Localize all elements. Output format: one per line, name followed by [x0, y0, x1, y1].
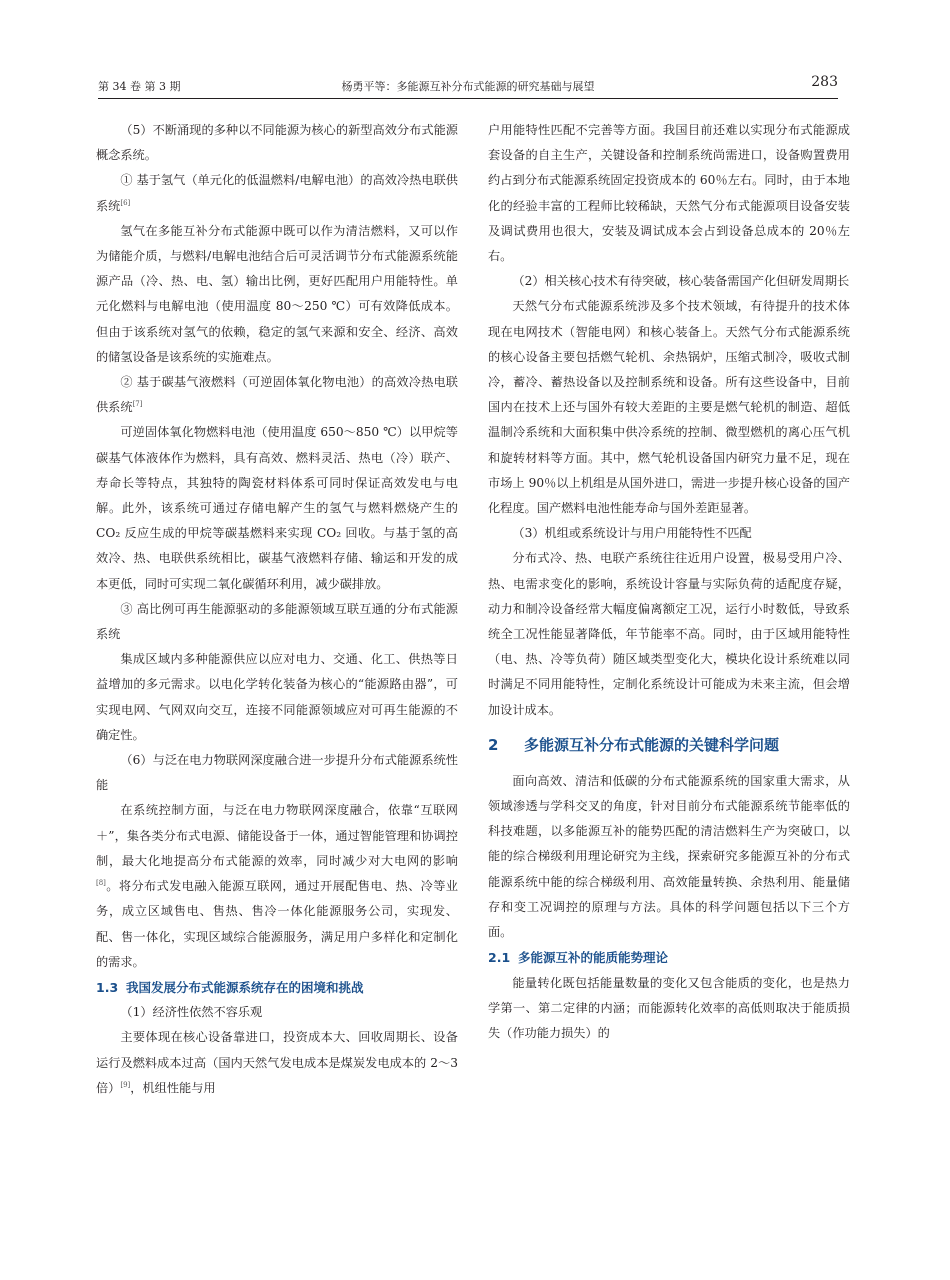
paragraph: （5）不断涌现的多种以不同能源为核心的新型高效分布式能源概念系统。 [96, 123, 458, 163]
citation-ref: [9] [120, 1080, 131, 1089]
paragraph: （1）经济性依然不容乐观 [120, 1005, 263, 1020]
citation-ref: [7] [132, 400, 143, 409]
journal-volume-issue: 第 34 卷 第 3 期 [98, 80, 181, 93]
subsection-heading-1-3: 1.3 我国发展分布式能源系统存在的困境和挑战 [96, 979, 364, 995]
section-heading-2: 2 多能源互补分布式能源的关键科学问题 [488, 735, 780, 754]
paragraph: （6）与泛在电力物联网深度融合进一步提升分布式能源系统性能 [96, 753, 458, 793]
citation-ref: [6] [120, 198, 131, 207]
running-title: 杨勇平等：多能源互补分布式能源的研究基础与展望 [341, 80, 595, 93]
paragraph: 天然气分布式能源系统涉及多个技术领域，有待提升的技术体现在电网技术（智能电网）和核心装备上。天然气分布式能源系统的核心设备主要包括燃气轮机、余热锅炉，压缩式制冷，吸收式制冷，蓄冷、蓄热设备以及控制系统和设备。所有这些设备中，目前国内在技术上还与国外有较大差距的主要是燃气轮机的制造、超低温制冷系统和大面积集中供冷系统的控制、微型燃机的离心压气机和旋转材料等方面。其中，燃气轮机设备国内研究力量不足，现在市场上 90％以上机组是从国外进口，需进一步提升核心设备的国产化程度。国产燃料电池性能寿命与国外差距显著。 [488, 299, 850, 516]
page-number: 283 [811, 74, 838, 90]
paragraph: 主要体现在核心设备靠进口，投资成本大、回收周期长、设备运行及燃料成本过高（国内天然气发电成本是煤炭发电成本的 2～3 倍）[9]，机组性能与用 [96, 1030, 458, 1095]
left-column [96, 118, 458, 1101]
paragraph: 面向高效、清洁和低碳的分布式能源系统的国家重大需求，从领域渗透与学科交叉的角度，针对目前分布式能源系统节能率低的科技难题，以多能源互补的能势匹配的清洁燃料生产为突破口，以能的综合梯级利用理论研究为主线，探索研究多能源互补的分布式能源系统中能的综合梯级利用、高效能量转换、余热利用、能量储存和变工况调控的原理与方法。具体的科学问题包括以下三个方面。 [488, 773, 850, 940]
subsection-heading-2-1: 2.1 多能源互补的能质能势理论 [488, 950, 669, 966]
running-header [98, 72, 838, 99]
list-item-heading: ① 基于氢气（单元化的低温燃料/电解电池）的高效冷热电联供系统[6] [96, 173, 458, 213]
paragraph: （3）机组或系统设计与用户用能特性不匹配 [512, 526, 752, 541]
paragraph: 能量转化既包括能量数量的变化又包含能质的变化，也是热力学第一、第二定律的内涵；而能源转化效率的高低则取决于能质损失（作功能力损失）的 [488, 975, 850, 1040]
paragraph: 集成区域内多种能源供应以应对电力、交通、化工、供热等日益增加的多元需求。以电化学转化装备为核心的“能源路由器”，可实现电网、气网双向交互，连接不同能源领域应对可再生能源的不确定性。 [96, 652, 458, 742]
paragraph: 可逆固体氧化物燃料电池（使用温度 650～850 ℃）以甲烷等碳基气体液体作为燃料，具有高效、燃料灵活、热电（冷）联产、寿命长等特点，其独特的陶瓷材料体系可同时保证高效发电与电解。此外，该系统可通过存储电解产生的氢气与燃料燃烧产生的 CO₂ 反应生成的甲烷等碳基燃料来实现 CO₂ 回收。与基于氢的高效冷、热、电联供系统相比，碳基气液燃料存储、输运和开发的成本更低，同时可实现二氧化碳循环利用，减少碳排放。 [96, 425, 458, 591]
list-item-heading: ③ 高比例可再生能源驱动的多能源领域互联互通的分布式能源系统 [96, 601, 458, 642]
paragraph: 户用能特性匹配不完善等方面。我国目前还难以实现分布式能源成套设备的自主生产，关键设备和控制系统尚需进口，设备购置费用约占到分布式能源系统固定投资成本的 60％左右。同时，由于本地化的经验丰富的工程师比较稀缺，天然气分布式能源项目设备安装及调试费用也很大，安装及调试成本会占到设备总成本的 20％左右。 [488, 123, 850, 264]
paragraph: 氢气在多能互补分布式能源中既可以作为清洁燃料，又可以作为储能介质，与燃料/电解电池结合后可灵活调节分布式能源系统能源产品（冷、热、电、氢）输出比例，更好匹配用户用能特性。单元化燃料与电解电池（使用温度 80～250 ℃）可有效降低成本。但由于该系统对氢气的依赖，稳定的氢气来源和安全、经济、高效的储氢设备是该系统的实施难点。 [96, 223, 458, 364]
paragraph: 在系统控制方面，与泛在电力物联网深度融合，依靠“互联网＋”，集各类分布式电源、储能设备于一体，通过智能管理和协调控制，最大化地提高分布式能源的效率，同时减少对大电网的影响[8]。将分布式发电融入能源互联网，通过开展配售电、热、冷等业务，成立区域售电、售热、售冷一体化能源服务公司，实现发、配、售一体化，实现区域综合能源服务，满足用户多样化和定制化的需求。 [96, 803, 458, 969]
paragraph: 分布式冷、热、电联产系统往往近用户设置，极易受用户冷、热、电需求变化的影响，系统设计容量与实际负荷的适配度存疑，动力和制冷设备经常大幅度偏离额定工况，运行小时数低，导致系统全工况性能显著降低，年节能率不高。同时，由于区域用能特性（电、热、冷等负荷）随区域类型变化大，模块化设计系统难以同时满足不同用能特性，定制化系统设计可能成为未来主流，但会增加设计成本。 [488, 551, 850, 717]
paragraph: （2）相关核心技术有待突破，核心装备需国产化但研发周期长 [512, 274, 850, 289]
citation-ref: [8] [96, 879, 106, 888]
list-item-heading: ② 基于碳基气液燃料（可逆固体氧化物电池）的高效冷热电联供系统[7] [96, 375, 458, 415]
right-column [488, 118, 850, 1046]
